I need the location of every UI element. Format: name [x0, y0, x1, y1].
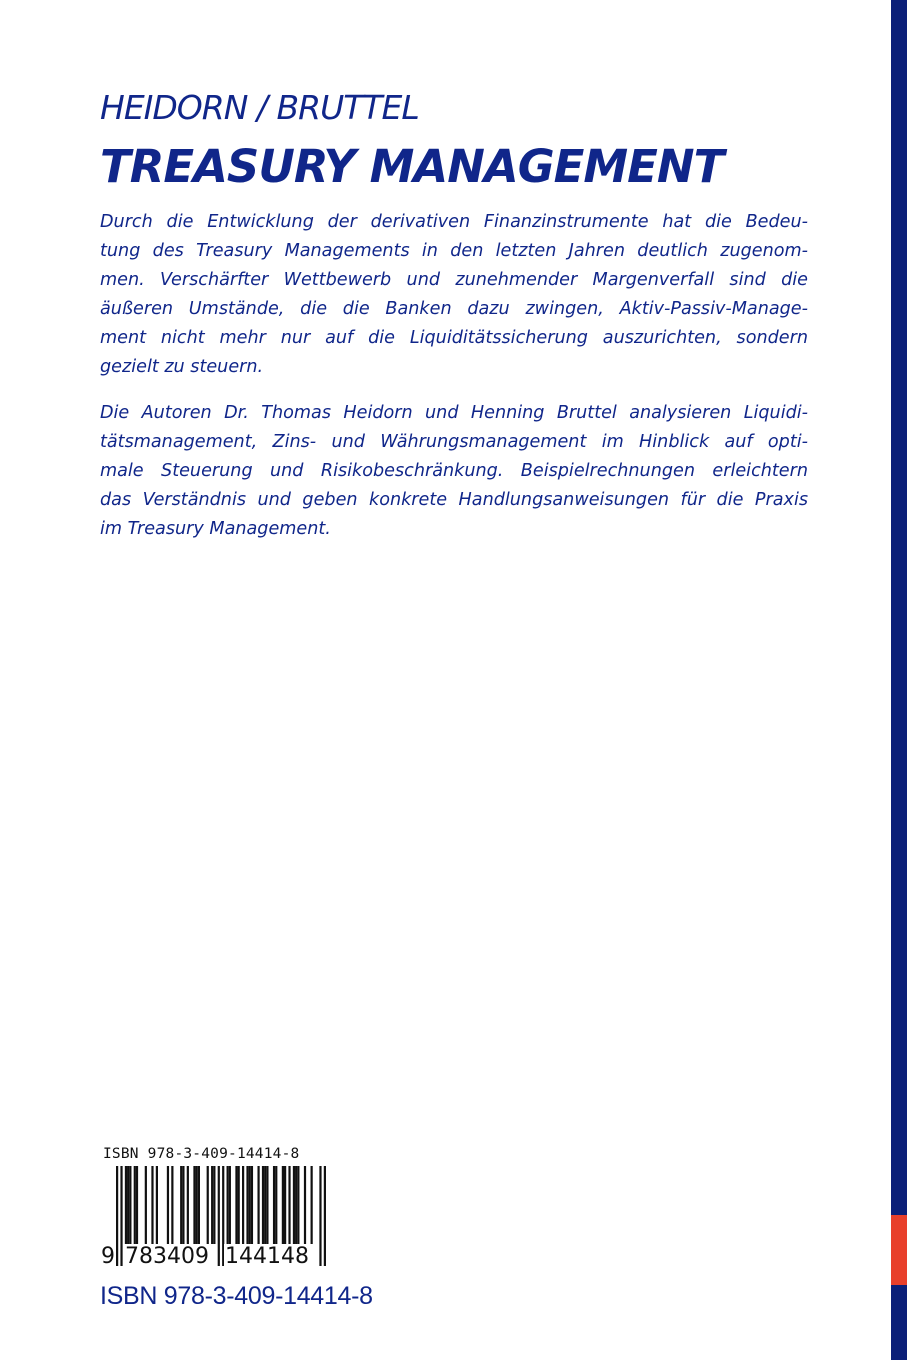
barcode-bar — [293, 1166, 295, 1244]
barcode-bar — [304, 1166, 306, 1244]
isbn-footer: ISBN 978-3-409-14414-8 — [100, 1282, 373, 1310]
blurb-paragraph-1 — [100, 208, 808, 382]
blurb-line: tung des Treasury Managements in den letzten Jahren deutlich zugenom- — [100, 241, 808, 261]
barcode — [100, 1146, 332, 1270]
barcode-bar — [125, 1166, 127, 1244]
barcode-bar — [235, 1166, 237, 1244]
barcode-bar — [134, 1166, 136, 1244]
barcode-bar — [262, 1166, 264, 1244]
barcode-bar — [249, 1166, 251, 1244]
barcode-bar — [218, 1166, 220, 1266]
blurb-line: male Steuerung und Risikobeschränkung. Beispielrechnungen erleichtern — [100, 461, 808, 481]
barcode-bar — [171, 1166, 173, 1244]
barcode-bar — [288, 1166, 290, 1244]
barcode-digit-first: 9 — [101, 1244, 115, 1269]
barcode-bar — [136, 1166, 138, 1244]
blurb-line: im Treasury Management. — [100, 519, 331, 539]
barcode-bar — [198, 1166, 200, 1244]
barcode-bar — [156, 1166, 158, 1244]
barcode-bar — [145, 1166, 147, 1244]
blurb-line: das Verständnis und geben konkrete Handlungsanweisungen für die Praxis — [100, 490, 808, 510]
barcode-bar — [227, 1166, 229, 1244]
barcode-bar — [120, 1166, 122, 1266]
blurb-line: äußeren Umstände, die die Banken dazu zwingen, Aktiv-Passiv-Manage- — [100, 299, 808, 319]
barcode-bar — [266, 1166, 268, 1244]
barcode-bar — [257, 1166, 259, 1244]
barcode-bar — [196, 1166, 198, 1244]
blurb-line: ment nicht mehr nur auf die Liquiditätssicherung auszurichten, sondern — [100, 328, 808, 348]
blurb-line: gezielt zu steuern. — [100, 357, 264, 377]
barcode-bar — [297, 1166, 299, 1244]
spine-stripe — [891, 0, 907, 1360]
barcode-bar — [151, 1166, 153, 1244]
barcode-bar — [229, 1166, 231, 1244]
barcode-digits-right: 144148 — [225, 1244, 309, 1269]
barcode-bar — [193, 1166, 195, 1244]
barcode-bar — [207, 1166, 209, 1244]
barcode-bar — [319, 1166, 321, 1266]
authors: HEIDORN / BRUTTEL — [100, 88, 419, 127]
barcode-digits-left: 783409 — [125, 1244, 209, 1269]
barcode-bar — [324, 1166, 326, 1266]
barcode-bar — [167, 1166, 169, 1244]
barcode-bar — [275, 1166, 277, 1244]
barcode-bar — [246, 1166, 248, 1244]
barcode-bar — [213, 1166, 215, 1244]
barcode-bar — [311, 1166, 313, 1244]
blurb-line: Die Autoren Dr. Thomas Heidorn und Henning Bruttel analysieren Liquidi- — [100, 403, 808, 423]
barcode-bar — [129, 1166, 131, 1244]
barcode-bar — [282, 1166, 284, 1244]
book-title: TREASURY MANAGEMENT — [100, 140, 724, 193]
spine-accent-block — [891, 1215, 907, 1285]
barcode-bar — [180, 1166, 182, 1244]
barcode-bar — [295, 1166, 297, 1244]
barcode-bar — [116, 1166, 118, 1266]
barcode-bar — [182, 1166, 184, 1244]
barcode-isbn-label: ISBN 978-3-409-14414-8 — [103, 1146, 300, 1162]
barcode-bar — [284, 1166, 286, 1244]
barcode-bar — [242, 1166, 244, 1244]
blurb-line: tätsmanagement, Zins- und Währungsmanagement im Hinblick auf opti- — [100, 432, 808, 452]
barcode-bar — [238, 1166, 240, 1244]
barcode-bar — [187, 1166, 189, 1244]
blurb-paragraph-2 — [100, 399, 808, 544]
barcode-bar — [127, 1166, 129, 1244]
blurb-line: Durch die Entwicklung der derivativen Finanzinstrumente hat die Bedeu- — [100, 212, 808, 232]
barcode-bar — [211, 1166, 213, 1244]
barcode-bar — [264, 1166, 266, 1244]
barcode-bar — [251, 1166, 253, 1244]
blurb-line: men. Verschärfter Wettbewerb und zunehmender Margenverfall sind die — [100, 270, 808, 290]
barcode-bar — [273, 1166, 275, 1244]
